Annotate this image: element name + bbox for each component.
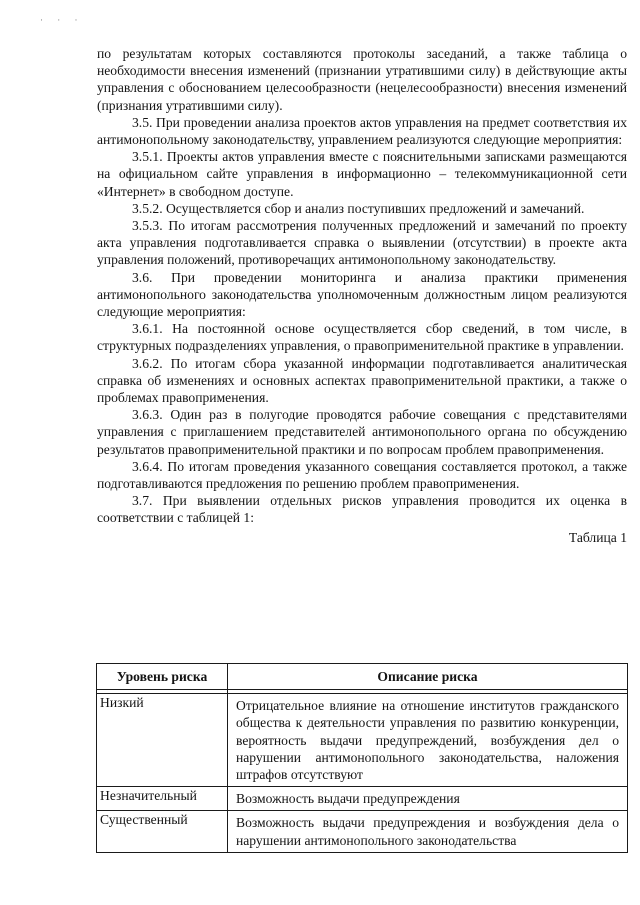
header-risk-level: Уровень риска (97, 664, 228, 690)
risk-description-cell: Возможность выдачи предупреждения и возбуждения дела о нарушении антимонопольного законодательства (228, 811, 628, 852)
paragraph-3-5-3: 3.5.3. По итогам рассмотрения полученных предложений и замечаний по проекту акта управления подготавливается справка о выявлении (отсутствии) в проекте акта управления положений, противоречащих антимонопольному законодательству. (97, 218, 627, 268)
risk-level-cell: Существенный (97, 811, 228, 852)
table-row (97, 811, 628, 852)
paragraph: по результатам которых составляются протоколы заседаний, а также таблица о необходимости внесения изменений (признании утратившими силу) в действующие акты управления с обоснованием целесообразности (нецелесообразности) внесения изменений (признания утратившими силу). (97, 46, 627, 113)
table-row (97, 694, 628, 787)
paragraph-3-6: 3.6. При проведении мониторинга и анализа практики применения антимонопольного законодательства уполномоченным должностным лицом реализуются следующие мероприятия: (97, 269, 627, 320)
risk-description-cell: Возможность выдачи предупреждения (228, 787, 628, 811)
paragraph-3-6-1: 3.6.1. На постоянной основе осуществляется сбор сведений, в том числе, в структурных подразделениях управления, о правоприменительной практике в управлении. (97, 321, 627, 354)
paragraph-3-5: 3.5. При проведении анализа проектов актов управления на предмет соответствия их антимонопольному законодательству, управлением реализуются следующие мероприятия: (97, 114, 627, 148)
table-header-row (97, 664, 628, 690)
paragraph-3-6-2: 3.6.2. По итогам сбора указанной информации подготавливается аналитическая справка об изменениях и основных аспектах правоприменительной практики, а также о проблемах правоприменения. (97, 355, 627, 406)
table-caption: Таблица 1 (568, 529, 627, 545)
header-risk-description: Описание риска (228, 664, 628, 690)
risk-level-cell: Низкий (97, 694, 228, 787)
paragraph-3-5-1: 3.5.1. Проекты актов управления вместе с пояснительными записками размещаются на официальном сайте управления в информационно – телекоммуникационной сети «Интернет» в свободном доступе. (97, 149, 627, 199)
paragraph-3-6-4: 3.6.4. По итогам проведения указанного совещания составляется протокол, а также подготавливаются предложения по решению проблем правоприменения. (97, 458, 627, 492)
table-row (97, 787, 628, 811)
document-body (97, 45, 627, 546)
paragraph-3-5-2: 3.5.2. Осуществляется сбор и анализ поступивших предложений и замечаний. (132, 200, 585, 216)
paragraph-3-6-3: 3.6.3. Один раз в полугодие проводятся рабочие совещания с представителями управления с приглашением представителей антимонопольного органа по обсуждению результатов правоприменительной практики и по вопросам проблем правоприменения. (97, 407, 627, 457)
paragraph-3-7: 3.7. При выявлении отдельных рисков управления проводится их оценка в соответствии с таблицей 1: (97, 493, 627, 526)
risk-description-cell: Отрицательное влияние на отношение институтов гражданского общества к деятельности управления по развитию конкуренции, вероятность выдачи предупреждений, возбуждения дел о нарушении антимонопольного законодательства, наложения штрафов отсутствуют (228, 694, 628, 787)
risk-level-cell: Незначительный (97, 787, 228, 811)
scan-specks: · · · (40, 15, 84, 25)
risk-table (96, 663, 628, 853)
